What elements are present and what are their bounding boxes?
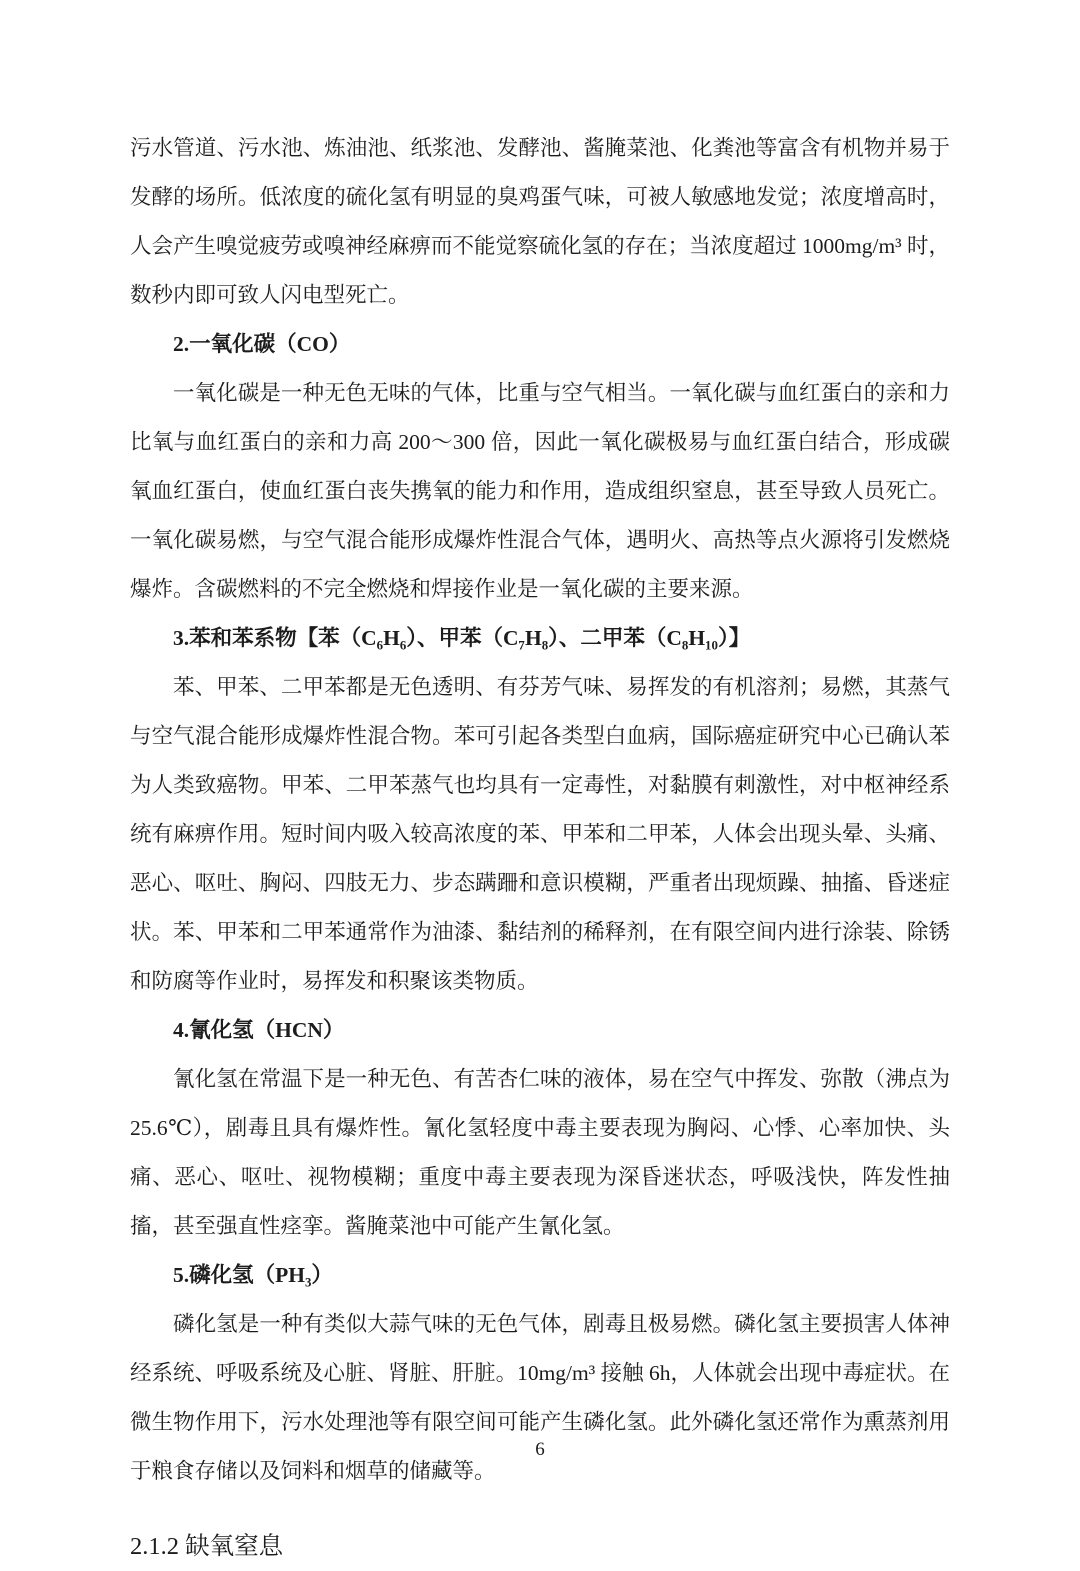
paragraph-carbon-monoxide: 一氧化碳是一种无色无味的气体，比重与空气相当。一氧化碳与血红蛋白的亲和力比氧与血红蛋白的亲和力高 200～300 倍，因此一氧化碳极易与血红蛋白结合，形成碳氧血红蛋白，使血红蛋白丧失携氧的能力和作用，造成组织窒息，甚至导致人员死亡。一氧化碳易燃，与空气混合能形成爆炸性混合气体，遇明火、高热等点火源将引发燃烧爆炸。含碳燃料的不完全燃烧和焊接作业是一氧化碳的主要来源。	[130, 381, 950, 601]
paragraph-hydrogen-cyanide: 氰化氢在常温下是一种无色、有苦杏仁味的液体，易在空气中挥发、弥散（沸点为 25.6℃），剧毒且具有爆炸性。氰化氢轻度中毒主要表现为胸闷、心悸、心率加快、头痛、恶心、呕吐、视物模糊；重度中毒主要表现为深昏迷状态，呼吸浅快，阵发性抽搐，甚至强直性痉挛。酱腌菜池中可能产生氰化氢。	[130, 1067, 950, 1238]
subsection-heading-oxygen-deficiency: 2.1.2 缺氧窒息	[130, 1533, 284, 1560]
heading-hydrogen-cyanide: 4.氰化氢（HCN）	[173, 1018, 345, 1042]
heading-carbon-monoxide: 2.一氧化碳（CO）	[173, 332, 351, 356]
page-number: 6	[535, 1439, 545, 1460]
paragraph-benzene-series: 苯、甲苯、二甲苯都是无色透明、有芬芳气味、易挥发的有机溶剂；易燃，其蒸气与空气混合能形成爆炸性混合物。苯可引起各类型白血病，国际癌症研究中心已确认苯为人类致癌物。甲苯、二甲苯蒸气也均具有一定毒性，对黏膜有刺激性，对中枢神经系统有麻痹作用。短时间内吸入较高浓度的苯、甲苯和二甲苯，人体会出现头晕、头痛、恶心、呕吐、胸闷、四肢无力、步态蹒跚和意识模糊，严重者出现烦躁、抽搐、昏迷症状。苯、甲苯和二甲苯通常作为油漆、黏结剂的稀释剂，在有限空间内进行涂装、除锈和防腐等作业时，易挥发和积聚该类物质。	[130, 675, 950, 993]
page-content	[130, 124, 950, 1571]
paragraph-hydrogen-sulfide-continued: 污水管道、污水池、炼油池、纸浆池、发酵池、酱腌菜池、化粪池等富含有机物并易于发酵的场所。低浓度的硫化氢有明显的臭鸡蛋气味，可被人敏感地发觉；浓度增高时，人会产生嗅觉疲劳或嗅神经麻痹而不能觉察硫化氢的存在；当浓度超过 1000mg/m³ 时，数秒内即可致人闪电型死亡。	[130, 136, 950, 307]
heading-phosphine: 5.磷化氢（PH₃）	[173, 1263, 333, 1287]
paragraph-phosphine: 磷化氢是一种有类似大蒜气味的无色气体，剧毒且极易燃。磷化氢主要损害人体神经系统、呼吸系统及心脏、肾脏、肝脏。10mg/m³ 接触 6h，人体就会出现中毒症状。在微生物作用下，污水处理池等有限空间可能产生磷化氢。此外磷化氢还常作为熏蒸剂用于粮食存储以及饲料和烟草的储藏等。	[130, 1312, 950, 1483]
heading-benzene-series: 3.苯和苯系物【苯（C₆H₆）、甲苯（C₇H₈）、二甲苯（C₈H₁₀）】	[173, 626, 751, 650]
